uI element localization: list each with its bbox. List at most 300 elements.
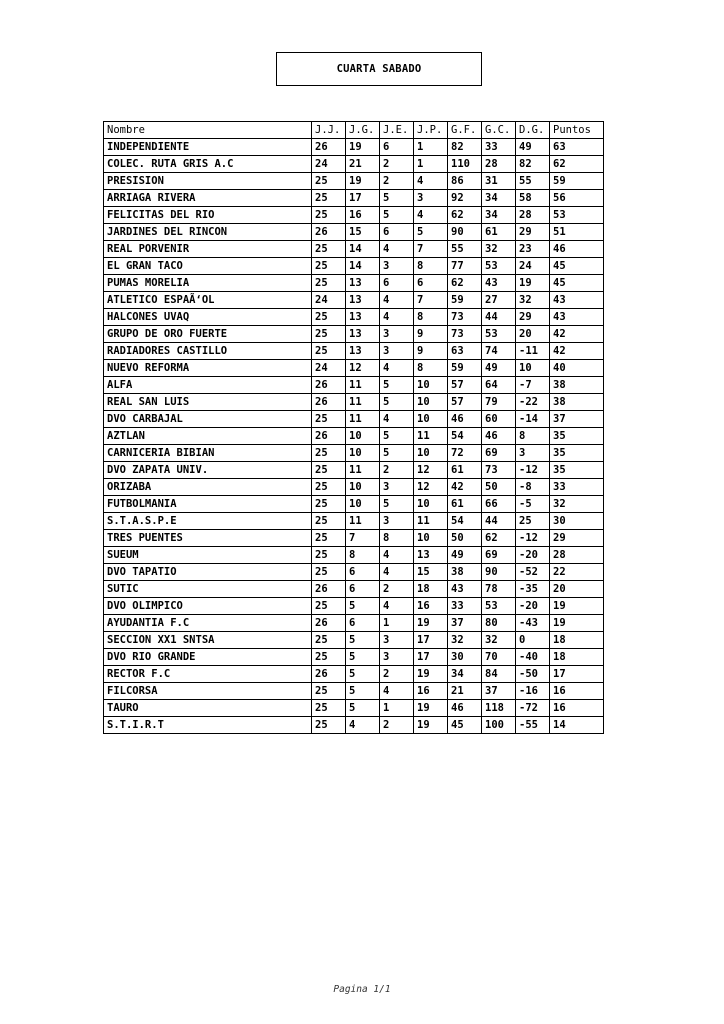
team-name-cell: AZTLAN (104, 428, 312, 445)
header-name: Nombre (104, 122, 312, 139)
team-name-cell: S.T.I.R.T (104, 717, 312, 734)
gc-cell: 34 (482, 207, 516, 224)
gf-cell: 61 (448, 496, 482, 513)
puntos-cell: 28 (550, 547, 604, 564)
team-name-cell: S.T.A.S.P.E (104, 513, 312, 530)
table-row (104, 207, 604, 224)
jp-cell: 11 (414, 513, 448, 530)
jg-cell: 5 (346, 666, 380, 683)
team-name-cell: PUMAS MORELIA (104, 275, 312, 292)
dg-cell: -55 (516, 717, 550, 734)
team-name-cell: FILCORSA (104, 683, 312, 700)
gc-cell: 53 (482, 258, 516, 275)
jp-cell: 7 (414, 292, 448, 309)
jj-cell: 26 (312, 377, 346, 394)
table-row (104, 632, 604, 649)
gf-cell: 34 (448, 666, 482, 683)
team-name-cell: GRUPO DE ORO FUERTE (104, 326, 312, 343)
dg-cell: -40 (516, 649, 550, 666)
dg-cell: 24 (516, 258, 550, 275)
dg-cell: 32 (516, 292, 550, 309)
puntos-cell: 53 (550, 207, 604, 224)
jg-cell: 5 (346, 632, 380, 649)
dg-cell: -7 (516, 377, 550, 394)
puntos-cell: 63 (550, 139, 604, 156)
puntos-cell: 17 (550, 666, 604, 683)
gc-cell: 74 (482, 343, 516, 360)
je-cell: 5 (380, 377, 414, 394)
table-row (104, 564, 604, 581)
jg-cell: 10 (346, 479, 380, 496)
gf-cell: 62 (448, 207, 482, 224)
dg-cell: -22 (516, 394, 550, 411)
dg-cell: -43 (516, 615, 550, 632)
jj-cell: 24 (312, 156, 346, 173)
jj-cell: 25 (312, 445, 346, 462)
je-cell: 4 (380, 683, 414, 700)
header-dg: D.G. (516, 122, 550, 139)
jp-cell: 4 (414, 207, 448, 224)
gf-cell: 110 (448, 156, 482, 173)
gc-cell: 80 (482, 615, 516, 632)
jj-cell: 26 (312, 666, 346, 683)
team-name-cell: EL GRAN TACO (104, 258, 312, 275)
table-row (104, 683, 604, 700)
team-name-cell: COLEC. RUTA GRIS A.C (104, 156, 312, 173)
jj-cell: 25 (312, 683, 346, 700)
puntos-cell: 43 (550, 292, 604, 309)
table-row (104, 411, 604, 428)
je-cell: 5 (380, 207, 414, 224)
jp-cell: 1 (414, 139, 448, 156)
table-row (104, 394, 604, 411)
jg-cell: 16 (346, 207, 380, 224)
gf-cell: 46 (448, 411, 482, 428)
jg-cell: 14 (346, 241, 380, 258)
jg-cell: 19 (346, 139, 380, 156)
jp-cell: 13 (414, 547, 448, 564)
table-header-row (104, 122, 604, 139)
jp-cell: 10 (414, 530, 448, 547)
dg-cell: 3 (516, 445, 550, 462)
gc-cell: 64 (482, 377, 516, 394)
jj-cell: 26 (312, 428, 346, 445)
jp-cell: 1 (414, 156, 448, 173)
jp-cell: 3 (414, 190, 448, 207)
puntos-cell: 35 (550, 445, 604, 462)
gc-cell: 62 (482, 530, 516, 547)
jp-cell: 7 (414, 241, 448, 258)
jj-cell: 24 (312, 360, 346, 377)
puntos-cell: 33 (550, 479, 604, 496)
table-row (104, 649, 604, 666)
standings-table (103, 121, 604, 734)
puntos-cell: 40 (550, 360, 604, 377)
jp-cell: 4 (414, 173, 448, 190)
gf-cell: 49 (448, 547, 482, 564)
header-jj: J.J. (312, 122, 346, 139)
je-cell: 5 (380, 428, 414, 445)
jp-cell: 9 (414, 343, 448, 360)
jj-cell: 25 (312, 496, 346, 513)
page-title: CUARTA SABADO (276, 52, 482, 86)
team-name-cell: TRES PUENTES (104, 530, 312, 547)
gc-cell: 33 (482, 139, 516, 156)
je-cell: 3 (380, 649, 414, 666)
je-cell: 3 (380, 479, 414, 496)
jj-cell: 25 (312, 411, 346, 428)
team-name-cell: INDEPENDIENTE (104, 139, 312, 156)
header-gc: G.C. (482, 122, 516, 139)
jp-cell: 8 (414, 360, 448, 377)
jj-cell: 25 (312, 564, 346, 581)
puntos-cell: 18 (550, 632, 604, 649)
jj-cell: 25 (312, 343, 346, 360)
table-row (104, 156, 604, 173)
puntos-cell: 16 (550, 683, 604, 700)
puntos-cell: 32 (550, 496, 604, 513)
team-name-cell: DVO OLIMPICO (104, 598, 312, 615)
team-name-cell: DVO TAPATIO (104, 564, 312, 581)
puntos-cell: 35 (550, 462, 604, 479)
gf-cell: 59 (448, 360, 482, 377)
jj-cell: 25 (312, 173, 346, 190)
puntos-cell: 19 (550, 615, 604, 632)
jg-cell: 11 (346, 462, 380, 479)
jj-cell: 24 (312, 292, 346, 309)
jj-cell: 26 (312, 394, 346, 411)
jg-cell: 13 (346, 309, 380, 326)
gc-cell: 53 (482, 598, 516, 615)
jg-cell: 13 (346, 292, 380, 309)
gf-cell: 37 (448, 615, 482, 632)
puntos-cell: 18 (550, 649, 604, 666)
puntos-cell: 38 (550, 377, 604, 394)
jj-cell: 26 (312, 224, 346, 241)
gf-cell: 46 (448, 700, 482, 717)
table-row (104, 326, 604, 343)
je-cell: 4 (380, 309, 414, 326)
jj-cell: 25 (312, 649, 346, 666)
jp-cell: 17 (414, 649, 448, 666)
team-name-cell: JARDINES DEL RINCON (104, 224, 312, 241)
jg-cell: 13 (346, 326, 380, 343)
dg-cell: -35 (516, 581, 550, 598)
je-cell: 2 (380, 581, 414, 598)
jp-cell: 17 (414, 632, 448, 649)
jp-cell: 19 (414, 666, 448, 683)
puntos-cell: 14 (550, 717, 604, 734)
jp-cell: 6 (414, 275, 448, 292)
jj-cell: 25 (312, 547, 346, 564)
team-name-cell: PRESISION (104, 173, 312, 190)
jj-cell: 25 (312, 632, 346, 649)
page-footer: Pagina 1/1 (333, 984, 391, 995)
table-row (104, 343, 604, 360)
gc-cell: 118 (482, 700, 516, 717)
team-name-cell: RADIADORES CASTILLO (104, 343, 312, 360)
table-row (104, 258, 604, 275)
jj-cell: 26 (312, 139, 346, 156)
gf-cell: 32 (448, 632, 482, 649)
gf-cell: 77 (448, 258, 482, 275)
team-name-cell: DVO ZAPATA UNIV. (104, 462, 312, 479)
dg-cell: -72 (516, 700, 550, 717)
puntos-cell: 16 (550, 700, 604, 717)
table-row (104, 292, 604, 309)
table-row (104, 581, 604, 598)
gf-cell: 63 (448, 343, 482, 360)
table-row (104, 428, 604, 445)
gf-cell: 45 (448, 717, 482, 734)
gf-cell: 38 (448, 564, 482, 581)
table-row (104, 139, 604, 156)
table-row (104, 275, 604, 292)
jp-cell: 10 (414, 394, 448, 411)
je-cell: 2 (380, 156, 414, 173)
je-cell: 3 (380, 632, 414, 649)
jj-cell: 25 (312, 717, 346, 734)
gc-cell: 61 (482, 224, 516, 241)
table-row (104, 173, 604, 190)
jg-cell: 10 (346, 445, 380, 462)
gf-cell: 43 (448, 581, 482, 598)
puntos-cell: 56 (550, 190, 604, 207)
gc-cell: 43 (482, 275, 516, 292)
gf-cell: 57 (448, 377, 482, 394)
gc-cell: 32 (482, 241, 516, 258)
jg-cell: 12 (346, 360, 380, 377)
gf-cell: 90 (448, 224, 482, 241)
dg-cell: 29 (516, 224, 550, 241)
puntos-cell: 59 (550, 173, 604, 190)
gc-cell: 66 (482, 496, 516, 513)
gc-cell: 27 (482, 292, 516, 309)
gf-cell: 72 (448, 445, 482, 462)
jp-cell: 10 (414, 411, 448, 428)
team-name-cell: CARNICERIA BIBIAN (104, 445, 312, 462)
jg-cell: 15 (346, 224, 380, 241)
table-row (104, 598, 604, 615)
jj-cell: 25 (312, 462, 346, 479)
gc-cell: 73 (482, 462, 516, 479)
gc-cell: 37 (482, 683, 516, 700)
je-cell: 5 (380, 394, 414, 411)
jg-cell: 6 (346, 581, 380, 598)
je-cell: 1 (380, 700, 414, 717)
team-name-cell: ALFA (104, 377, 312, 394)
puntos-cell: 19 (550, 598, 604, 615)
je-cell: 2 (380, 717, 414, 734)
jj-cell: 25 (312, 513, 346, 530)
jp-cell: 12 (414, 462, 448, 479)
jg-cell: 17 (346, 190, 380, 207)
puntos-cell: 42 (550, 326, 604, 343)
je-cell: 4 (380, 241, 414, 258)
je-cell: 6 (380, 275, 414, 292)
je-cell: 4 (380, 411, 414, 428)
gc-cell: 70 (482, 649, 516, 666)
jg-cell: 5 (346, 649, 380, 666)
dg-cell: -5 (516, 496, 550, 513)
jj-cell: 25 (312, 258, 346, 275)
dg-cell: -12 (516, 462, 550, 479)
gc-cell: 69 (482, 547, 516, 564)
gf-cell: 62 (448, 275, 482, 292)
table-row (104, 462, 604, 479)
jg-cell: 6 (346, 615, 380, 632)
gf-cell: 54 (448, 513, 482, 530)
je-cell: 4 (380, 360, 414, 377)
jp-cell: 12 (414, 479, 448, 496)
gc-cell: 49 (482, 360, 516, 377)
jg-cell: 10 (346, 428, 380, 445)
jj-cell: 25 (312, 241, 346, 258)
table-body (104, 139, 604, 734)
team-name-cell: ORIZABA (104, 479, 312, 496)
jg-cell: 19 (346, 173, 380, 190)
jp-cell: 16 (414, 683, 448, 700)
dg-cell: -52 (516, 564, 550, 581)
jp-cell: 19 (414, 717, 448, 734)
jp-cell: 9 (414, 326, 448, 343)
gc-cell: 31 (482, 173, 516, 190)
dg-cell: -50 (516, 666, 550, 683)
dg-cell: 28 (516, 207, 550, 224)
jp-cell: 8 (414, 258, 448, 275)
gc-cell: 100 (482, 717, 516, 734)
gf-cell: 30 (448, 649, 482, 666)
gf-cell: 57 (448, 394, 482, 411)
je-cell: 5 (380, 496, 414, 513)
je-cell: 5 (380, 445, 414, 462)
jp-cell: 10 (414, 445, 448, 462)
puntos-cell: 42 (550, 343, 604, 360)
je-cell: 4 (380, 564, 414, 581)
team-name-cell: RECTOR F.C (104, 666, 312, 683)
jg-cell: 8 (346, 547, 380, 564)
team-name-cell: NUEVO REFORMA (104, 360, 312, 377)
jp-cell: 8 (414, 309, 448, 326)
dg-cell: 29 (516, 309, 550, 326)
je-cell: 2 (380, 462, 414, 479)
gf-cell: 21 (448, 683, 482, 700)
puntos-cell: 46 (550, 241, 604, 258)
team-name-cell: REAL SAN LUIS (104, 394, 312, 411)
dg-cell: -8 (516, 479, 550, 496)
je-cell: 4 (380, 598, 414, 615)
table-row (104, 496, 604, 513)
jp-cell: 5 (414, 224, 448, 241)
header-je: J.E. (380, 122, 414, 139)
puntos-cell: 38 (550, 394, 604, 411)
header-puntos: Puntos (550, 122, 604, 139)
table-row (104, 530, 604, 547)
je-cell: 2 (380, 666, 414, 683)
gc-cell: 79 (482, 394, 516, 411)
table-row (104, 377, 604, 394)
dg-cell: 58 (516, 190, 550, 207)
gf-cell: 73 (448, 309, 482, 326)
jg-cell: 11 (346, 513, 380, 530)
puntos-cell: 43 (550, 309, 604, 326)
je-cell: 6 (380, 139, 414, 156)
je-cell: 1 (380, 615, 414, 632)
header-jp: J.P. (414, 122, 448, 139)
jp-cell: 19 (414, 615, 448, 632)
table-row (104, 717, 604, 734)
jg-cell: 21 (346, 156, 380, 173)
team-name-cell: DVO RIO GRANDE (104, 649, 312, 666)
jg-cell: 4 (346, 717, 380, 734)
dg-cell: 19 (516, 275, 550, 292)
je-cell: 3 (380, 513, 414, 530)
gc-cell: 53 (482, 326, 516, 343)
jg-cell: 14 (346, 258, 380, 275)
table-row (104, 190, 604, 207)
jp-cell: 15 (414, 564, 448, 581)
dg-cell: -14 (516, 411, 550, 428)
gf-cell: 33 (448, 598, 482, 615)
puntos-cell: 45 (550, 275, 604, 292)
gf-cell: 55 (448, 241, 482, 258)
gc-cell: 44 (482, 513, 516, 530)
puntos-cell: 29 (550, 530, 604, 547)
je-cell: 3 (380, 326, 414, 343)
team-name-cell: FUTBOLMANIA (104, 496, 312, 513)
dg-cell: -11 (516, 343, 550, 360)
gf-cell: 61 (448, 462, 482, 479)
table-row (104, 547, 604, 564)
gf-cell: 82 (448, 139, 482, 156)
jg-cell: 7 (346, 530, 380, 547)
gc-cell: 28 (482, 156, 516, 173)
jp-cell: 16 (414, 598, 448, 615)
jj-cell: 25 (312, 207, 346, 224)
dg-cell: 0 (516, 632, 550, 649)
table-row (104, 479, 604, 496)
table-row (104, 360, 604, 377)
je-cell: 8 (380, 530, 414, 547)
gf-cell: 50 (448, 530, 482, 547)
je-cell: 6 (380, 224, 414, 241)
puntos-cell: 62 (550, 156, 604, 173)
team-name-cell: AYUDANTIA F.C (104, 615, 312, 632)
team-name-cell: TAURO (104, 700, 312, 717)
jg-cell: 11 (346, 394, 380, 411)
je-cell: 2 (380, 173, 414, 190)
dg-cell: 23 (516, 241, 550, 258)
dg-cell: 10 (516, 360, 550, 377)
puntos-cell: 30 (550, 513, 604, 530)
jj-cell: 25 (312, 700, 346, 717)
gc-cell: 78 (482, 581, 516, 598)
team-name-cell: SUTIC (104, 581, 312, 598)
table-row (104, 666, 604, 683)
jg-cell: 5 (346, 683, 380, 700)
jg-cell: 10 (346, 496, 380, 513)
jg-cell: 13 (346, 275, 380, 292)
dg-cell: -20 (516, 598, 550, 615)
gf-cell: 42 (448, 479, 482, 496)
jj-cell: 25 (312, 309, 346, 326)
gf-cell: 86 (448, 173, 482, 190)
jj-cell: 25 (312, 530, 346, 547)
jj-cell: 25 (312, 190, 346, 207)
team-name-cell: SUEUM (104, 547, 312, 564)
jj-cell: 25 (312, 326, 346, 343)
gf-cell: 54 (448, 428, 482, 445)
